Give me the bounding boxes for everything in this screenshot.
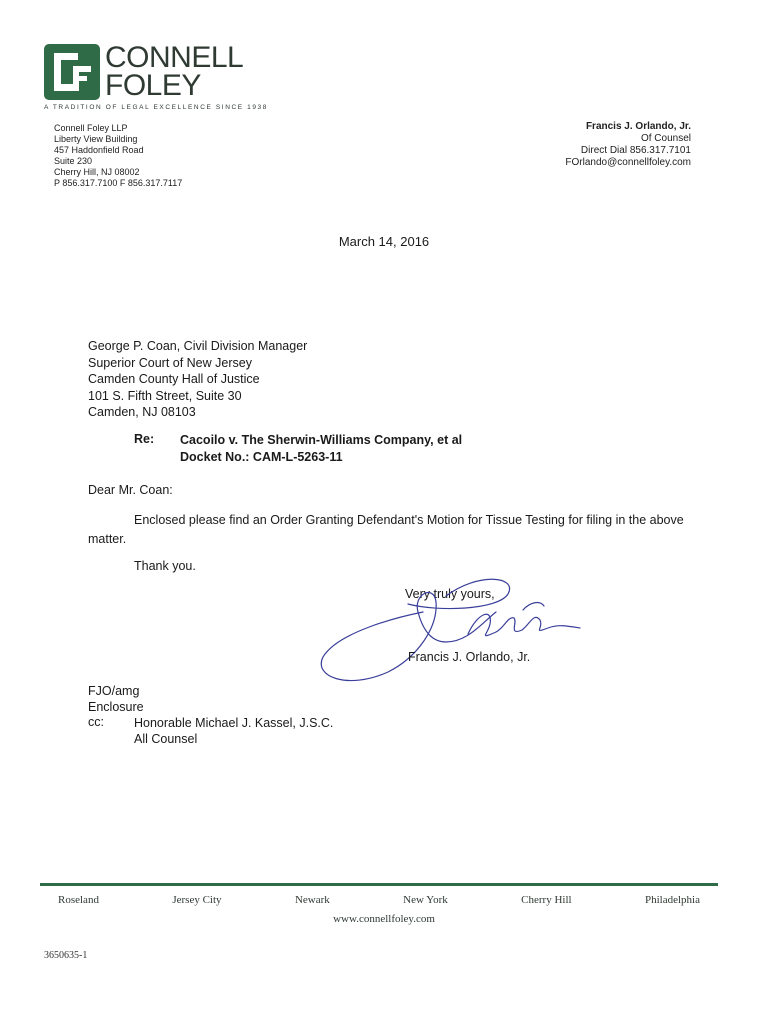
office-locations [40,894,718,906]
handwritten-signature [318,572,588,692]
attorney-title: Of Counsel [640,133,691,144]
office-newark: Newark [294,894,330,906]
thank-you-line: Thank you. [134,559,196,573]
document-number: 3650635-1 [44,950,88,961]
attorney-direct-dial: Direct Dial 856.317.7101 [580,145,691,156]
phone-fax-line: P 856.317.7100 F 856.317.7117 [54,178,183,188]
office-philadelphia: Philadelphia [644,894,700,906]
attorney-email: FOrlando@connellfoley.com [565,157,691,168]
firm-website: www.connellfoley.com [333,913,435,925]
reference-initials: FJO/amg [88,684,140,698]
signer-name: Francis J. Orlando, Jr. [408,650,531,664]
attorney-name: Francis J. Orlando, Jr. [585,121,691,132]
body-paragraph-text: Enclosed please find an Order Granting Defendant's Motion for Tissue Testing for filing in the above matter. [88,513,684,546]
office-new-york: New York [403,894,448,906]
recipient-line: George P. Coan, Civil Division Manager [88,339,308,353]
connell-foley-logo-icon [44,44,100,100]
enclosure-notation: Enclosure [88,700,144,714]
cc-recipient: All Counsel [134,732,198,746]
attorney-contact-block [565,121,691,169]
letter-date: March 14, 2016 [338,234,430,249]
re-case-name: Cacoilo v. The Sherwin-Williams Company, et al [180,433,463,447]
office-cherry-hill: Cherry Hill [521,894,572,906]
firm-logo-wordmark [105,41,244,102]
cc-recipients [134,715,333,747]
recipient-address-block [88,338,307,421]
address-line: Cherry Hill, NJ 08002 [54,167,140,177]
recipient-line: Camden County Hall of Justice [88,372,260,386]
firm-tagline: A TRADITION OF LEGAL EXCELLENCE SINCE 1938 [44,104,268,111]
recipient-line: Superior Court of New Jersey [88,355,252,370]
re-label: Re: [134,432,155,446]
logo-line-connell: CONNELL [105,41,244,74]
office-roseland: Roseland [58,894,99,906]
body-paragraph [88,511,688,549]
reference-initials-block [88,683,144,715]
cc-recipient: Honorable Michael J. Kassel, J.S.C. [134,716,334,730]
logo-line-foley: FOLEY [105,69,201,102]
address-line: Liberty View Building [54,134,138,144]
re-subject-block [180,432,462,466]
address-line: Suite 230 [54,156,93,166]
complimentary-closing: Very truly yours, [405,587,495,601]
re-docket-number: Docket No.: CAM-L-5263-11 [180,450,343,464]
recipient-line: Camden, NJ 08103 [88,405,196,419]
footer-divider [40,883,718,886]
recipient-line: 101 S. Fifth Street, Suite 30 [88,388,242,403]
office-jersey-city: Jersey City [172,894,222,906]
address-line: Connell Foley LLP [54,123,128,133]
cc-label: cc: [88,715,104,729]
salutation: Dear Mr. Coan: [88,483,173,497]
firm-address-block [54,123,182,189]
address-line: 457 Haddonfield Road [54,145,144,155]
